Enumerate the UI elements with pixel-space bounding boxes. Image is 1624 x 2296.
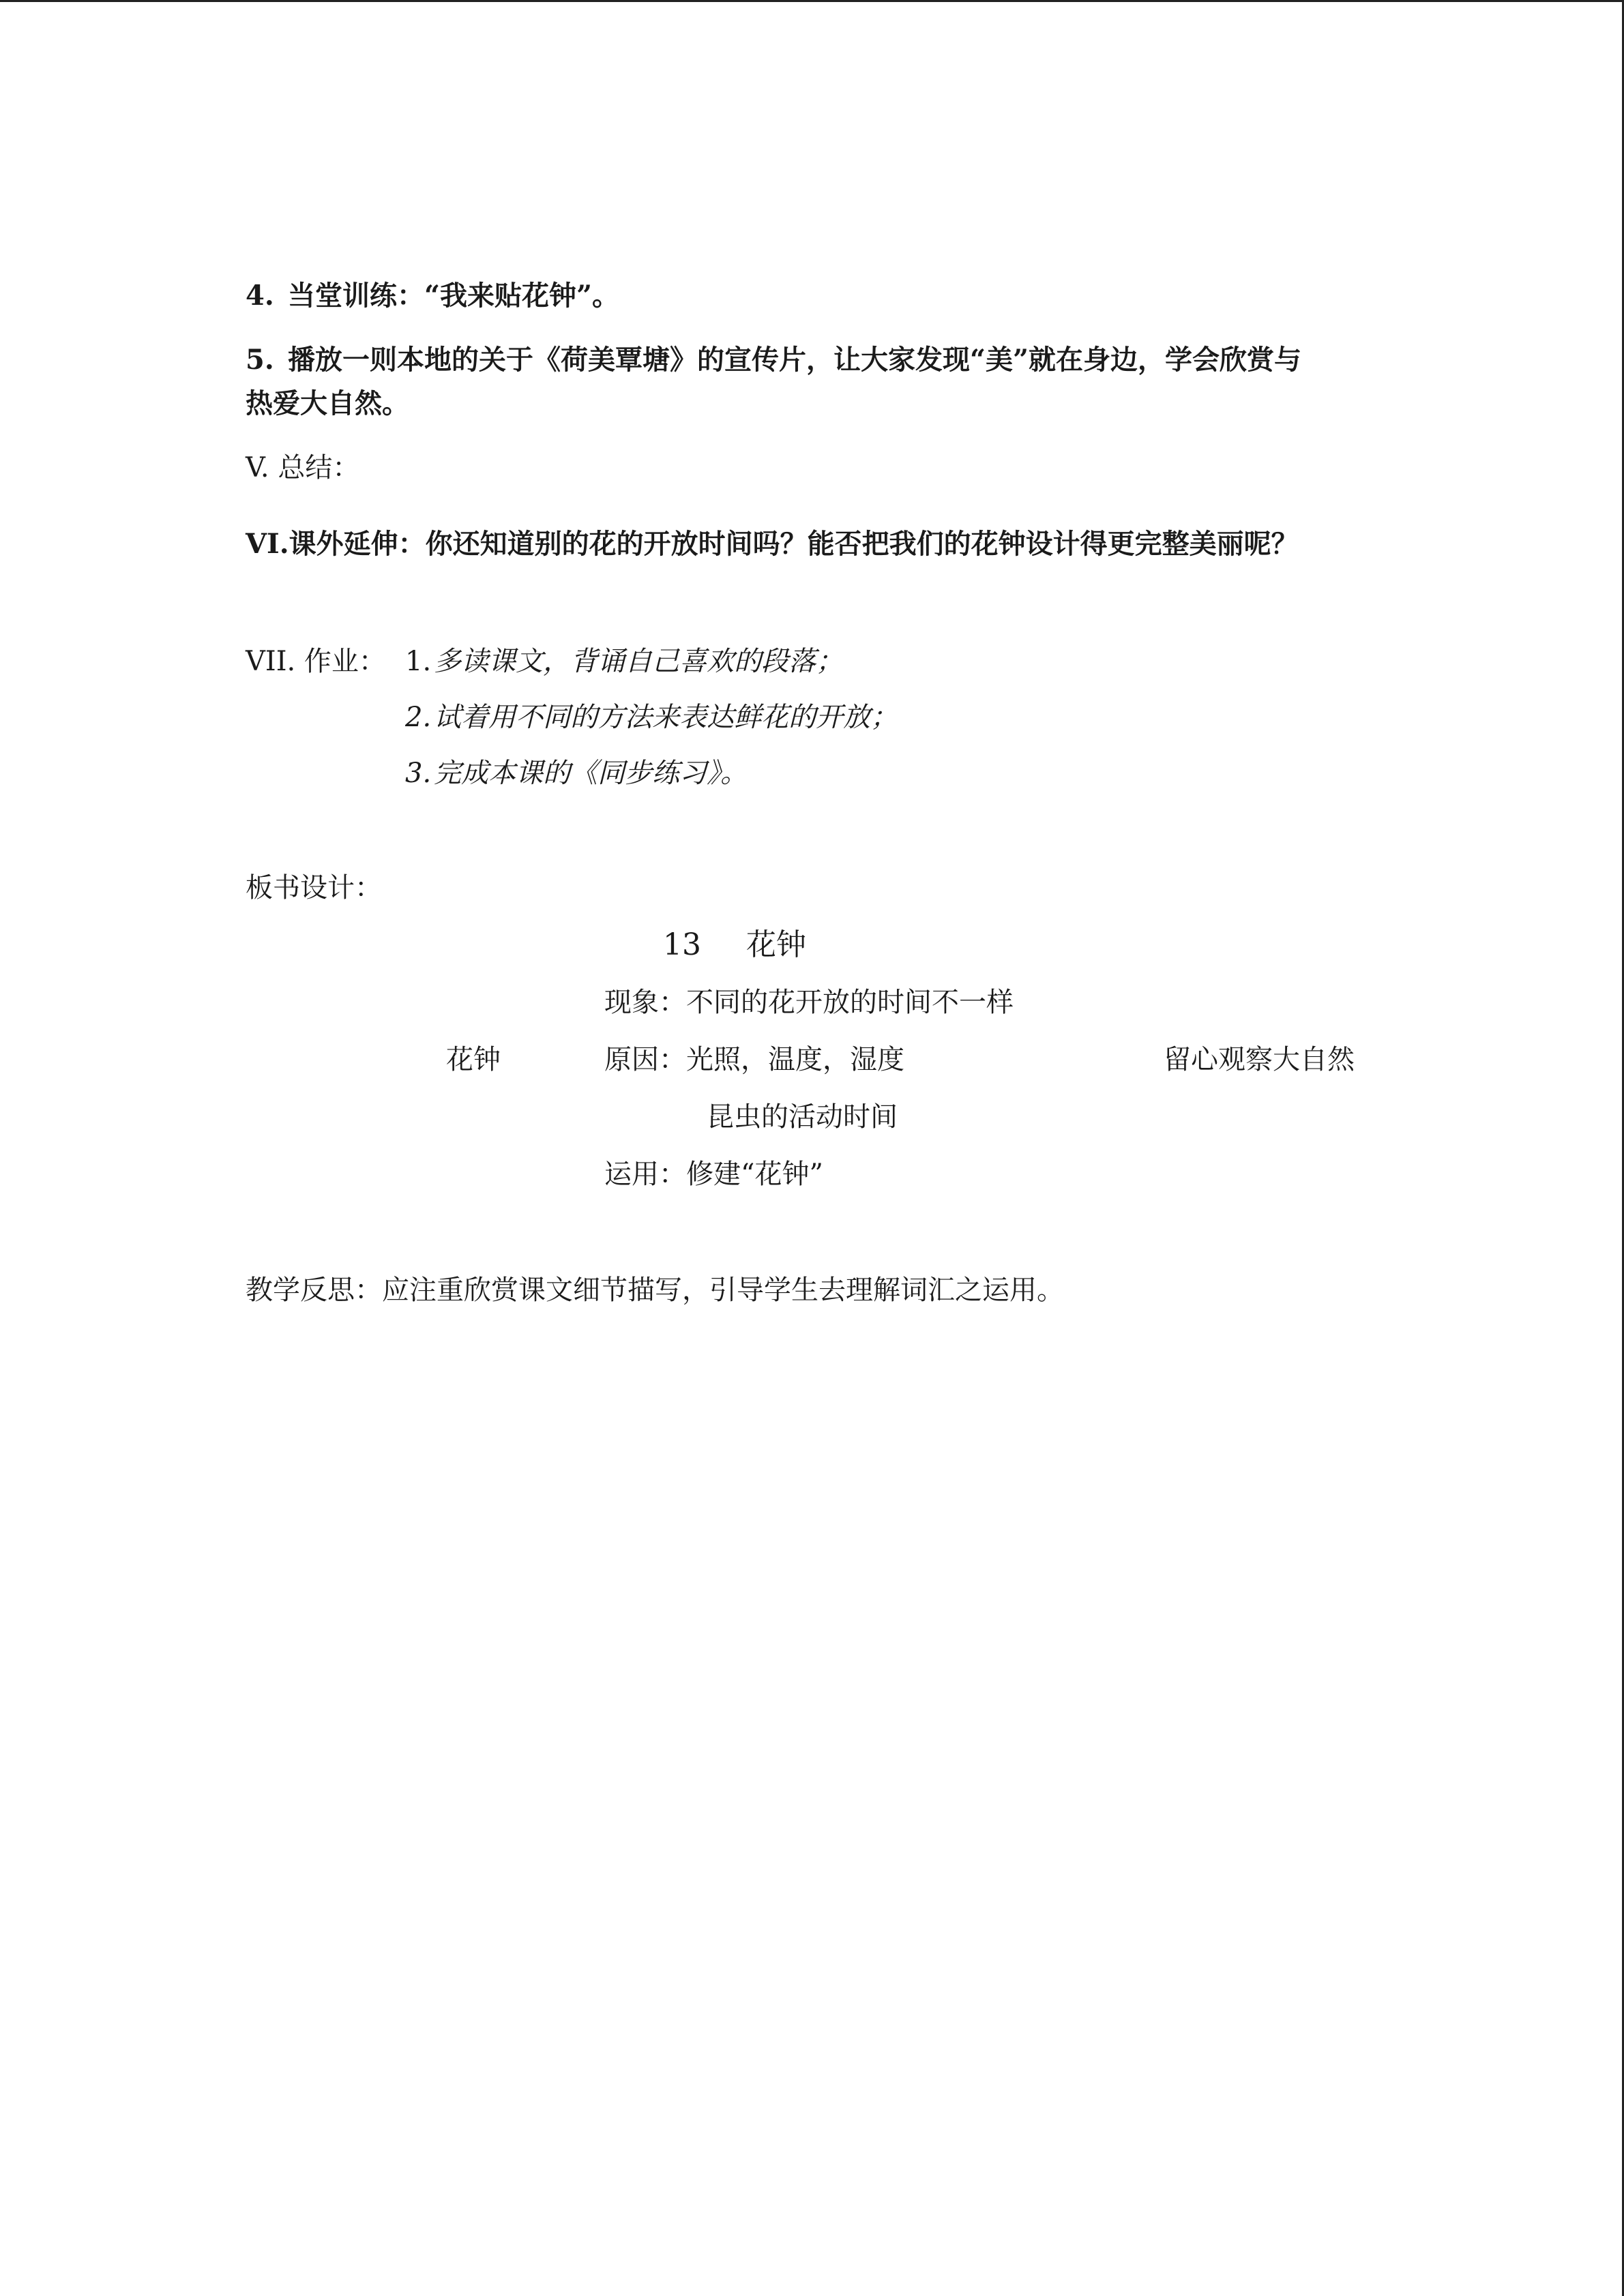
board-left-label: 花钟 <box>446 1044 501 1075</box>
teaching-reflection: 教学反思：应注重欣赏课文细节描写，引导学生去理解词汇之运用。 <box>246 1274 1064 1306</box>
homework-item-2-number: 2. <box>405 702 432 733</box>
board-phenomenon: 现象：不同的花开放的时间不一样 <box>604 987 1014 1018</box>
board-application: 运用：修建“花钟” <box>604 1159 823 1190</box>
extension <box>246 526 1299 562</box>
homework-item-2-text: 试着用不同的方法来表达鲜花的开放； <box>434 702 898 733</box>
step-5-text: 播放一则本地的关于《荷美覃塘》的宣传片，让大家发现“美”就在身边，学会欣赏与 <box>288 344 1302 376</box>
board-right-label: 留心观察大自然 <box>1164 1044 1355 1075</box>
homework-item-3 <box>405 756 748 791</box>
step-4-text: 当堂训练：“我来贴花钟”。 <box>288 280 620 312</box>
page-top-border <box>0 0 1624 2</box>
step-5-continuation: 热爱大自然。 <box>246 387 409 419</box>
extension-label: VI.课外延伸： <box>246 528 426 560</box>
homework-heading: VII. 作业： <box>246 646 386 677</box>
summary-heading: V. 总结： <box>246 452 360 483</box>
board-lesson-number: 13 <box>663 927 701 962</box>
extension-text: 你还知道别的花的开放时间吗？能否把我们的花钟设计得更完整美丽呢？ <box>425 528 1299 560</box>
homework-item-3-number: 3. <box>405 758 432 789</box>
homework-item-1-text: 多读课文，背诵自己喜欢的段落； <box>434 646 844 677</box>
board-cause: 原因：光照，温度，湿度 <box>604 1044 904 1075</box>
board-title <box>663 926 806 964</box>
board-design-label: 板书设计： <box>246 872 382 904</box>
step-5-number: 5. <box>246 344 274 376</box>
homework-item-1-number: 1. <box>405 646 432 677</box>
step-4 <box>246 278 619 314</box>
board-lesson-title: 花钟 <box>746 927 806 962</box>
step-5 <box>246 342 1301 378</box>
board-cause-continuation: 昆虫的活动时间 <box>707 1101 898 1133</box>
homework-item-2 <box>405 700 898 735</box>
homework-item-3-text: 完成本课的《同步练习》。 <box>434 758 748 789</box>
step-4-number: 4. <box>246 280 274 312</box>
homework-item-1 <box>405 644 843 679</box>
